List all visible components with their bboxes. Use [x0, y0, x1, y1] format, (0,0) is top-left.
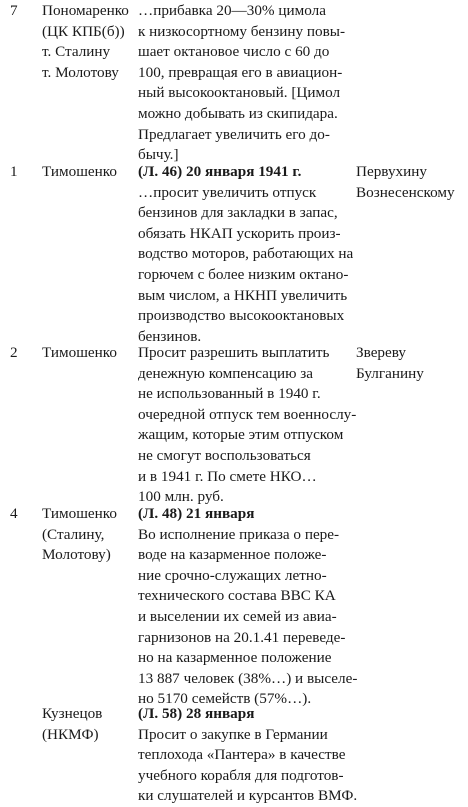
content-line: Во исполнение приказа о пере- — [138, 525, 340, 543]
content-line: денежную компенсацию за — [138, 364, 314, 382]
recipient-line: Звереву — [356, 344, 407, 361]
row-number — [10, 504, 34, 525]
content-line: Предлагает увеличить его до- — [138, 125, 330, 143]
content-line: вым числом, а НКНП увеличить — [138, 286, 348, 304]
sender-line: Тимошенко — [42, 505, 117, 522]
sender-line: Молотову) — [42, 546, 111, 564]
recipient-cell — [356, 343, 466, 384]
content-line: …просит увеличить отпуск — [138, 183, 317, 201]
content-line: воде на казарменное положе- — [138, 546, 327, 564]
content-line: …прибавка 20—30% цимола — [138, 2, 326, 19]
content-line: к низкосортному бензину повы- — [138, 22, 346, 40]
content-line: и выселении их семей из авиа- — [138, 607, 337, 625]
content-line: ние срочно-служащих летно- — [138, 566, 327, 584]
content-line: жащим, которые этим отпуском — [138, 426, 344, 444]
content-line: бензинов для закладки в запас, — [138, 204, 338, 222]
recipient-line: Булганину — [356, 364, 424, 382]
content-line: очередной отпуск тем военнослу- — [138, 405, 357, 423]
row-number — [10, 1, 34, 22]
content-cell — [138, 504, 358, 710]
recipient-line: Вознесенскому — [356, 183, 455, 201]
row-number — [10, 162, 34, 183]
content-line: не смогут воспользоваться — [138, 446, 311, 464]
sender-line: (Сталину, — [42, 525, 105, 543]
content-line: ки слушателей и курсантов ВМФ. — [138, 787, 358, 805]
sender-line: Тимошенко — [42, 163, 117, 180]
sender-line: Тимошенко — [42, 344, 117, 361]
content-line: теплохода «Пантера» в качестве — [138, 746, 346, 764]
content-line: и в 1941 г. По смете НКО… — [138, 467, 317, 485]
content-line: Просит о закупке в Германии — [138, 725, 328, 743]
sender-line: Кузнецов — [42, 705, 103, 722]
sender-line: т. Сталину — [42, 43, 111, 61]
content-line: бычу.] — [138, 146, 179, 164]
content-line: не использованный в 1940 г. — [138, 385, 321, 403]
sender-cell — [42, 343, 138, 364]
content-line: производство высокооктановых — [138, 307, 345, 325]
content-line: обязать НКАП ускорить произ- — [138, 224, 341, 242]
sender-line: (ЦК КПБ(б)) — [42, 22, 125, 40]
content-line: водство моторов, работающих на — [138, 245, 354, 263]
content-line: горючем с более низким октано- — [138, 265, 349, 283]
sender-cell — [42, 704, 138, 745]
document-reference: (Л. 48) 21 января — [138, 505, 255, 522]
content-line: учебного корабля для подготов- — [138, 766, 344, 784]
content-cell — [138, 162, 352, 347]
content-line: 100 млн. руб. — [138, 488, 224, 506]
content-line: гарнизонов на 20.1.41 переведе- — [138, 628, 346, 646]
sender-cell — [42, 504, 138, 566]
content-line: 13 887 человек (38%…) и выселе- — [138, 669, 358, 687]
content-line: но 5170 семейств (57%…). — [138, 690, 312, 708]
content-line: технического состава ВВС КА — [138, 587, 336, 605]
content-cell — [138, 1, 352, 166]
row-number-text: 2 — [10, 344, 18, 361]
document-reference: (Л. 46) 20 января 1941 г. — [138, 163, 302, 180]
row-number-text: 4 — [10, 505, 18, 522]
content-line: шает октановое число с 60 до — [138, 43, 330, 61]
sender-line: (НКМФ) — [42, 725, 99, 743]
recipient-cell — [356, 162, 466, 203]
content-cell — [138, 704, 358, 807]
content-line: ный высокооктановый. [Цимол — [138, 84, 341, 102]
content-line: можно добывать из скипидара. — [138, 104, 338, 122]
content-cell — [138, 343, 357, 508]
content-line: но на казарменное положение — [138, 649, 332, 667]
sender-cell — [42, 1, 138, 83]
sender-cell — [42, 162, 138, 183]
sender-line: Пономаренко — [42, 2, 129, 19]
content-line: бензинов. — [138, 327, 202, 345]
row-number-text: 7 — [10, 2, 18, 19]
row-number-text: 1 — [10, 163, 18, 180]
sender-line: т. Молотову — [42, 63, 119, 81]
content-line: Просит разрешить выплатить — [138, 344, 330, 361]
content-line: 100, превращая его в авиацион- — [138, 63, 343, 81]
row-number — [10, 343, 34, 364]
document-reference: (Л. 58) 28 января — [138, 705, 255, 722]
recipient-line: Первухину — [356, 163, 427, 180]
